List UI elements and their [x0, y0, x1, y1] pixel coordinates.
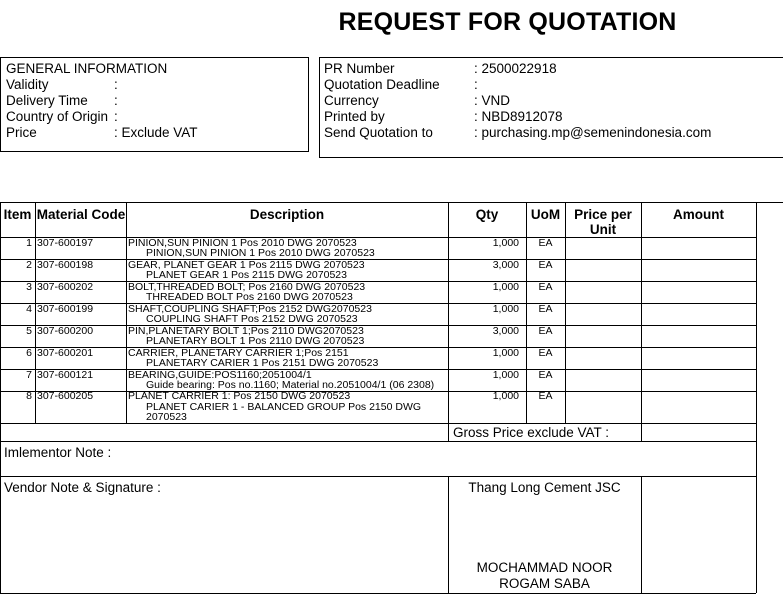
row-uom: EA: [538, 325, 553, 337]
row-qty: 1,000: [492, 347, 519, 359]
printed-by-label: Printed by: [324, 109, 385, 124]
row-item-number: 8: [26, 390, 32, 402]
row-description-line1: GEAR, PLANET GEAR 1 Pos 2115 DWG 2070523: [128, 259, 365, 271]
currency-label: Currency: [324, 93, 379, 108]
pr-number-value: : 2500022918: [474, 61, 557, 76]
row-item-number: 5: [26, 325, 32, 337]
col-line-right: [756, 202, 757, 593]
currency-value: : VND: [474, 93, 511, 108]
row-item-number: 1: [26, 237, 32, 249]
table-top-border: [0, 202, 783, 203]
row-material-code: 307-600198: [37, 259, 94, 271]
row-uom: EA: [538, 303, 553, 315]
header-qty: Qty: [475, 207, 499, 222]
signature-bottom-border: [0, 593, 756, 594]
row-material-code: 307-600199: [37, 303, 94, 315]
row-description-line2: PLANETARY BOLT 1 Pos 2110 DWG 2070523: [146, 335, 365, 347]
row-uom: EA: [538, 237, 553, 249]
row-item-number: 7: [26, 369, 32, 381]
send-quotation-value: : purchasing.mp@semenindonesia.com: [474, 125, 712, 140]
row-divider: [0, 281, 756, 282]
row-description-line2: Guide bearing: Pos no.1160; Material no.2051004/1 (06 2308): [146, 379, 435, 391]
delivery-time-label: Delivery Time: [6, 93, 88, 108]
table-header-border: [0, 237, 756, 238]
row-qty: 1,000: [492, 303, 519, 315]
row-description-line2: COUPLING SHAFT Pos 2152 DWG 2070523: [146, 313, 358, 325]
row-uom: EA: [538, 259, 553, 271]
row-material-code: 307-600205: [37, 390, 94, 402]
page-title: REQUEST FOR QUOTATION: [338, 8, 677, 36]
row-divider: [0, 259, 756, 260]
company-name: Thang Long Cement JSC: [468, 480, 621, 495]
row-qty: 1,000: [492, 390, 519, 402]
row-qty: 1,000: [492, 281, 519, 293]
row-uom: EA: [538, 390, 553, 402]
validity-label: Validity: [6, 77, 49, 92]
header-item: Item: [3, 207, 32, 222]
quotation-deadline-value: :: [474, 77, 478, 92]
send-quotation-label: Send Quotation to: [324, 125, 433, 140]
row-material-code: 307-600200: [37, 325, 94, 337]
row-qty: 1,000: [492, 237, 519, 249]
row-uom: EA: [538, 281, 553, 293]
row-qty: 3,000: [492, 259, 519, 271]
vendor-note-label: Vendor Note & Signature :: [4, 480, 161, 495]
row-item-number: 4: [26, 303, 32, 315]
country-of-origin-value: :: [114, 109, 118, 124]
row-uom: EA: [538, 369, 553, 381]
header-uom: UoM: [530, 207, 561, 222]
header-description: Description: [249, 207, 325, 222]
col-line-price: [641, 202, 642, 441]
row-description-line1: BEARING,GUIDE:POS1160;2051004/1: [128, 369, 312, 381]
row-description-line1: BOLT,THREADED BOLT; Pos 2160 DWG 2070523: [128, 281, 366, 293]
delivery-time-value: :: [114, 93, 118, 108]
row-description-line2: THREADED BOLT Pos 2160 DWG 2070523: [146, 291, 353, 303]
price-value: : Exclude VAT: [114, 125, 198, 140]
row-divider: [0, 325, 756, 326]
printed-by-value: : NBD8912078: [474, 109, 563, 124]
validity-value: :: [114, 77, 118, 92]
row-material-code: 307-600197: [37, 237, 94, 249]
row-divider: [0, 369, 756, 370]
row-description-line3: 2070523: [146, 411, 187, 423]
row-description-line1: PINION,SUN PINION 1 Pos 2010 DWG 2070523: [128, 237, 357, 249]
header-unit: Unit: [589, 222, 617, 237]
gross-row-border: [0, 441, 756, 442]
price-label: Price: [6, 125, 37, 140]
row-uom: EA: [538, 347, 553, 359]
header-material-code: Material Code: [36, 207, 126, 222]
row-description-line2: PLANET CARIER 1 - BALANCED GROUP Pos 2150 DWG: [146, 401, 422, 413]
signer-name-line1: MOCHAMMAD NOOR: [476, 560, 613, 575]
row-description-line1: SHAFT,COUPLING SHAFT;Pos 2152 DWG2070523: [128, 303, 372, 315]
row-item-number: 3: [26, 281, 32, 293]
table-bottom-border: [0, 423, 756, 424]
row-divider: [0, 391, 756, 392]
pr-number-label: PR Number: [324, 61, 395, 76]
row-divider: [0, 303, 756, 304]
row-description-line1: CARRIER, PLANETARY CARRIER 1;Pos 2151: [128, 347, 349, 359]
row-description-line2: PLANETARY CARIER 1 Pos 2151 DWG 2070523: [146, 357, 379, 369]
row-item-number: 2: [26, 259, 32, 271]
gross-price-label: Gross Price exclude VAT :: [453, 425, 610, 440]
row-qty: 1,000: [492, 369, 519, 381]
header-price-per: Price per: [574, 207, 632, 222]
implementor-note-border: [0, 476, 756, 477]
row-description-line1: PLANET CARRIER 1: Pos 2150 DWG 2070523: [128, 390, 351, 402]
signer-name-line2: ROGAM SABA: [499, 576, 590, 591]
row-divider: [0, 347, 756, 348]
country-of-origin-label: Country of Origin: [6, 109, 109, 124]
header-amount: Amount: [673, 207, 724, 222]
row-qty: 3,000: [492, 325, 519, 337]
general-info-heading: GENERAL INFORMATION: [6, 61, 168, 76]
row-material-code: 307-600121: [37, 369, 94, 381]
row-material-code: 307-600202: [37, 281, 94, 293]
row-description-line1: PIN,PLANETARY BOLT 1;Pos 2110 DWG2070523: [128, 325, 364, 337]
col-line-signature-mid: [641, 476, 642, 593]
row-description-line2: PLANET GEAR 1 Pos 2115 DWG 2070523: [146, 269, 347, 281]
implementor-note-label: Imlementor Note :: [4, 445, 112, 460]
quotation-deadline-label: Quotation Deadline: [324, 77, 440, 92]
row-material-code: 307-600201: [37, 347, 94, 359]
col-line-item: [35, 202, 36, 423]
col-line-code: [126, 202, 127, 423]
row-item-number: 6: [26, 347, 32, 359]
row-description-line2: PINION,SUN PINION 1 Pos 2010 DWG 2070523: [146, 247, 375, 259]
